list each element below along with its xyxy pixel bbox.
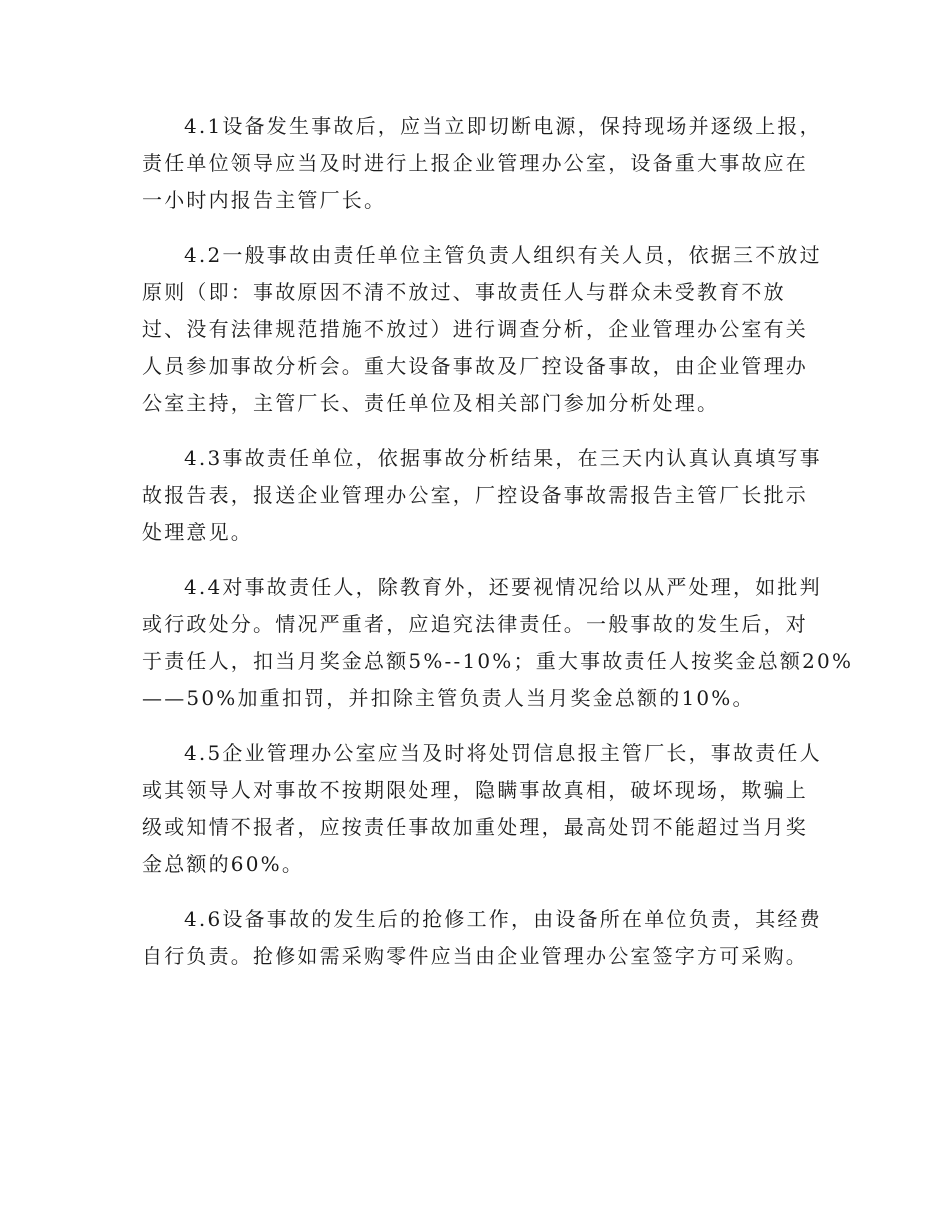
paragraph-line: 或其领导人对事故不按期限处理，隐瞒事故真相，破坏现场，欺骗上 <box>142 778 808 802</box>
paragraph-line: 4.5企业管理办公室应当及时将处罚信息报主管厂长，事故责任人 <box>184 741 822 765</box>
paragraph-line: 级或知情不报者，应按责任事故加重处理，最高处罚不能超过当月奖 <box>142 815 808 839</box>
paragraph-4-6 <box>142 901 822 975</box>
paragraph-line: 故报告表，报送企业管理办公室，厂控设备事故需报告主管厂长批示 <box>142 483 808 507</box>
paragraph-line: 人员参加事故分析会。重大设备事故及厂控设备事故，由企业管理办 <box>142 354 808 378</box>
paragraph-line: 4.6设备事故的发生后的抢修工作，由设备所在单位负责，其经费 <box>184 907 822 931</box>
document-body <box>142 108 854 993</box>
paragraph-line: 于责任人，扣当月奖金总额5%--10%；重大事故责任人按奖金总额20% <box>142 649 854 673</box>
paragraph-line: 4.2一般事故由责任单位主管负责人组织有关人员，依据三不放过 <box>184 243 822 267</box>
paragraph-line: 4.1设备发生事故后，应当立即切断电源，保持现场并逐级上报， <box>184 114 822 138</box>
paragraph-4-4 <box>142 569 854 717</box>
paragraph-4-1 <box>142 108 822 219</box>
paragraph-line: 责任单位领导应当及时进行上报企业管理办公室，设备重大事故应在 <box>142 151 808 175</box>
paragraph-line: 金总额的60%。 <box>142 852 305 876</box>
paragraph-line: 处理意见。 <box>142 520 253 544</box>
paragraph-line: 4.3事故责任单位，依据事故分析结果，在三天内认真认真填写事 <box>184 446 822 470</box>
paragraph-line: ——50%加重扣罚，并扣除主管负责人当月奖金总额的10%。 <box>142 686 755 710</box>
paragraph-line: 公室主持，主管厂长、责任单位及相关部门参加分析处理。 <box>142 391 720 415</box>
paragraph-4-5 <box>142 735 822 883</box>
paragraph-line: 过、没有法律规范措施不放过）进行调查分析，企业管理办公室有关 <box>142 317 808 341</box>
paragraph-line: 一小时内报告主管厂长。 <box>142 188 387 212</box>
paragraph-line: 原则（即：事故原因不清不放过、事故责任人与群众未受教育不放 <box>142 280 786 304</box>
paragraph-line: 4.4对事故责任人，除教育外，还要视情况给以从严处理，如批判 <box>184 575 822 599</box>
paragraph-line: 自行负责。抢修如需采购零件应当由企业管理办公室签字方可采购。 <box>142 944 808 968</box>
paragraph-4-3 <box>142 440 822 551</box>
paragraph-4-2 <box>142 237 822 422</box>
paragraph-line: 或行政处分。情况严重者，应追究法律责任。一般事故的发生后，对 <box>142 612 808 636</box>
